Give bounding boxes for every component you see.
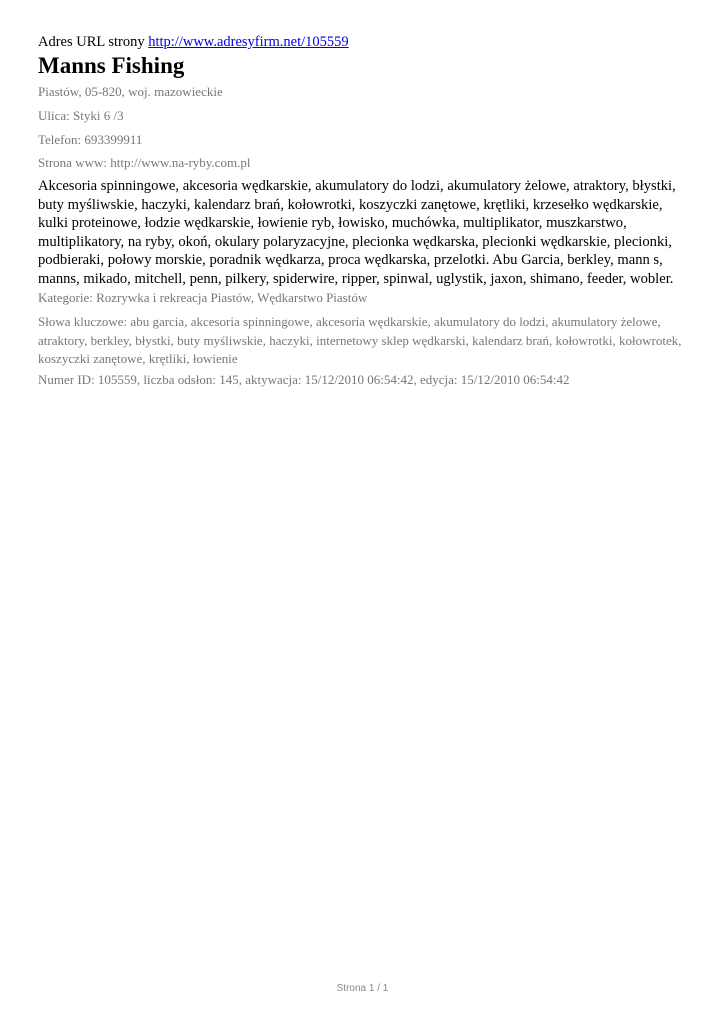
company-name: Manns Fishing [38,53,185,78]
url-line [38,34,349,51]
company-website: Strona www: http://www.na-ryby.com.pl [38,155,251,170]
company-location: Piastów, 05-820, woj. mazowieckie [38,84,223,99]
company-description: Akcesoria spinningowe, akcesoria wędkarskie, akumulatory do lodzi, akumulatory żelowe, atraktory, błystki, buty myśliwskie, haczyki, kalendarz brań, kołowrotki, koszyczki zanętowe, krętliki, krzesełko wędkarskie, kulki proteinowe, łodzie wędkarskie, łowienie ryb, łowisko, muchówka, multiplikator, muszkarstwo, multiplikatory, na ryby, okoń, okulary polaryzacyjne, plecionka wędkarska, plecionki wędkarskie, plecionki, podbieraki, połowy morskie, poradnik wędkarza, proca wędkarska, przelotki. Abu Garcia, berkley, mann s, manns, mikado, mitchell, penn, pilkery, spiderwire, ripper, spinwal, uglystik, jaxon, shimano, feeder, wobler. [38,178,676,287]
company-street: Ulica: Styki 6 /3 [38,108,124,123]
categories: Kategorie: Rozrywka i rekreacja Piastów, Wędkarstwo Piastów [38,290,368,305]
url-link[interactable]: http://www.adresyfirm.net/105559 [148,34,349,50]
record-info: Numer ID: 105559, liczba odsłon: 145, aktywacja: 15/12/2010 06:54:42, edycja: 15/12/2010 06:54:42 [38,372,570,387]
page-number: Strona 1 / 1 [336,983,389,994]
company-phone: Telefon: 693399911 [38,132,143,147]
url-prefix: Adres URL strony [38,34,145,50]
keywords: Słowa kluczowe: abu garcia, akcesoria spinningowe, akcesoria wędkarskie, akumulatory do lodzi, akumulatory żelowe, atraktory, berkley, błystki, buty myśliwskie, haczyki, internetowy sklep wędkarski, kalendarz brań, kołowrotki, kołowrotek, koszyczki zanętowe, krętliki, łowienie [38,314,682,366]
